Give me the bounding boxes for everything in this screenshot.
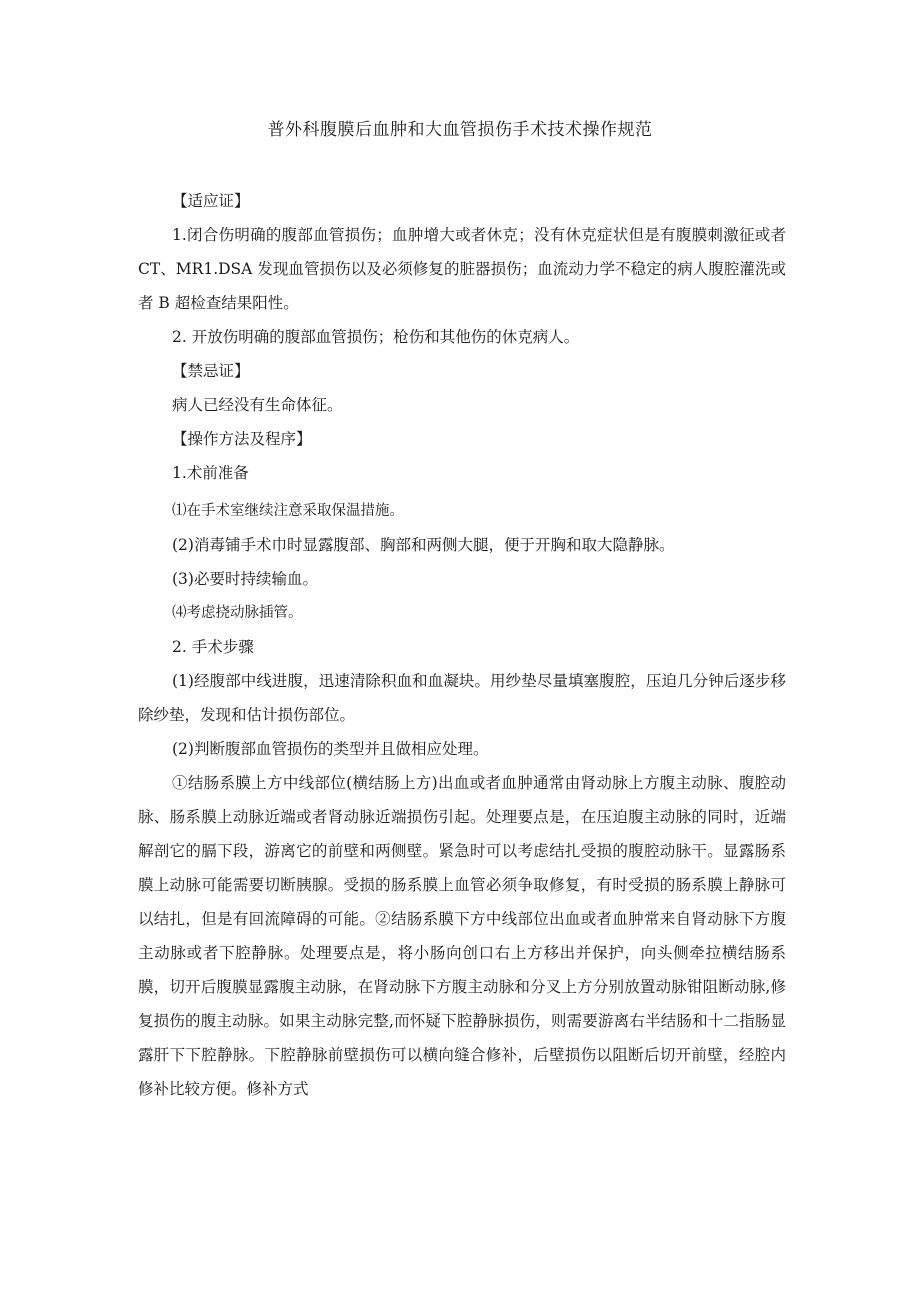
- section-heading-procedure: 【操作方法及程序】: [172, 430, 312, 448]
- paragraph-contraindication: 病人已经没有生命体征。: [172, 396, 343, 414]
- section-heading-indications: 【适应证】: [172, 192, 250, 210]
- list-item-preop-2: (2)消毒铺手术巾时显露腹部、胸部和两侧大腿，便于开胸和取大隐静脉。: [172, 536, 675, 554]
- section-heading-contraindications: 【禁忌证】: [172, 362, 250, 380]
- paragraph-vascular-injury-types: ①结肠系膜上方中线部位(横结肠上方)出血或者血肿通常由肾动脉上方腹主动脉、腹腔动脉、肠系膜上动脉近端或者肾动脉近端损伤引起。处理要点是，在压迫腹主动脉的同时，近端解剖它的膈下段，游离它的前壁和两侧壁。紧急时可以考虑结扎受损的腹腔动脉干。显露肠系膜上动脉可能需要切断胰腺。受损的肠系膜上血管必须争取修复，有时受损的肠系膜上静脉可以结扎，但是有回流障碍的可能。②结肠系膜下方中线部位出血或者血肿常来自肾动脉下方腹主动脉或者下腔静脉。处理要点是，将小肠向创口右上方移出并保护，向头侧牵拉横结肠系膜，切开后腹膜显露腹主动脉，在肾动脉下方腹主动脉和分叉上方分别放置动脉钳阻断动脉,修复损伤的腹主动脉。如果主动脉完整,而怀疑下腔静脉损伤，则需要游离右半结肠和十二指肠显露肝下下腔静脉。下腔静脉前壁损伤可以横向缝合修补，后壁损伤以阻断后切开前壁，经腔内修补比较方便。修补方式: [138, 774, 786, 1098]
- list-item-preop-4: ⑷考虑挠动脉插管。: [172, 605, 303, 621]
- list-item-step-1: (1)经腹部中线进腹，迅速清除积血和血凝块。用纱垫尽量填塞腹腔，压迫几分钟后逐步移除纱垫，发现和估计损伤部位。: [138, 672, 786, 724]
- paragraph-indication-1: 1.闭合伤明确的腹部血管损伤；血肿增大或者休克；没有休克症状但是有腹膜刺激征或者 CT、MR1.DSA 发现血管损伤以及必须修复的脏器损伤；血流动力学不稳定的病人腹腔灌洗或者 B 超检查结果阳性。: [138, 226, 786, 312]
- list-item-preop-3: (3)必要时持续输血。: [172, 570, 318, 588]
- list-item-preop-1: ⑴在手术室继续注意采取保温措施。: [172, 503, 404, 519]
- document-body: [138, 184, 786, 1106]
- document-title: 普外科腹膜后血肿和大血管损伤手术技术操作规范: [267, 120, 653, 140]
- subheading-preoperative: 1.术前准备: [172, 464, 249, 482]
- list-item-step-2: (2)判断腹部血管损伤的类型并且做相应处理。: [172, 740, 489, 758]
- subheading-surgical-steps: 2. 手术步骤: [172, 638, 254, 656]
- paragraph-indication-2: 2. 开放伤明确的腹部血管损伤；枪伤和其他伤的休克病人。: [172, 328, 580, 346]
